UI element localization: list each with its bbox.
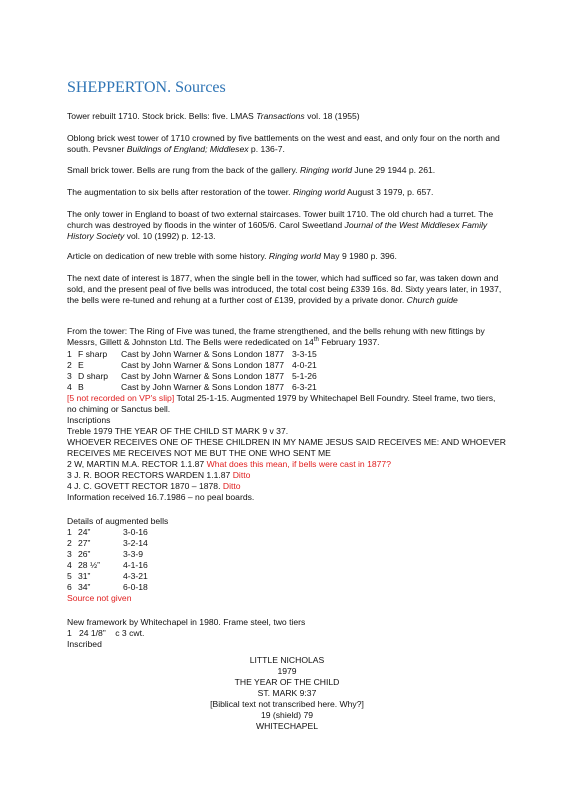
treble-inscription-line: Treble 1979 THE YEAR OF THE CHILD ST MARK 9 v 37. xyxy=(67,426,289,436)
paragraph-text: Article on dedication of new treble with some history. xyxy=(67,251,269,261)
bell-row xyxy=(67,360,317,371)
paragraph-tail: February 1937. xyxy=(318,337,380,347)
augmented-bell-row xyxy=(67,538,148,549)
bell-number: 2 xyxy=(67,538,72,548)
bell-number: 1 xyxy=(67,527,72,537)
editor-note: [Biblical text not transcribed here. Why?] xyxy=(210,699,364,709)
citation-detail: vol. 10 (1992) p. 12-13. xyxy=(124,231,216,241)
bell-weight: 3-3-9 xyxy=(123,549,144,559)
inscription-text: 3 J. R. BOOR RECTORS WARDEN 1.1.87 xyxy=(67,470,233,480)
bell-row xyxy=(67,371,317,382)
bell-size: 28 ½” xyxy=(78,560,100,570)
bell-number: 3 xyxy=(67,549,72,559)
bell-note: F sharp xyxy=(78,349,108,359)
bell-size: 26” xyxy=(78,549,91,559)
inscriptions-heading: Inscriptions xyxy=(67,415,111,425)
citation-title: Journal of the West Middlesex Family History Society xyxy=(67,220,488,241)
framework-line: New framework by Whitechapel in 1980. Frame steel, two tiers xyxy=(67,617,306,627)
editor-note: [5 not recorded on VP's slip] xyxy=(67,393,175,403)
bell-size: 31” xyxy=(78,571,91,581)
citation-title: Ringing world xyxy=(292,187,346,197)
citation-title: Buildings of England; Middlesex xyxy=(126,144,249,154)
bell-maker: Cast by John Warner & Sons London 1877 xyxy=(121,360,285,370)
citation-title: Ringing world xyxy=(299,165,353,175)
source-paragraph xyxy=(67,209,507,242)
ordinal-suffix: th xyxy=(313,337,319,344)
bell-number: 4 xyxy=(67,560,72,570)
editor-note: Ditto xyxy=(222,481,241,491)
paragraph-text: The only tower in England to boast of two external staircases. Tower built 1710. The old church had a turret. The church was destroyed by floods in the winter of 1605/6. Carol Sweetland xyxy=(67,209,494,230)
bell-maker: Cast by John Warner & Sons London 1877 xyxy=(121,382,285,392)
source-note: Source not given xyxy=(67,593,132,603)
bell-weight: 6-3-21 xyxy=(292,382,317,392)
bell-number: 2 xyxy=(67,360,72,370)
bell-weight: 3-0-16 xyxy=(123,527,148,537)
bell-note: B xyxy=(78,382,84,392)
paragraph-text: The next date of interest is 1877, when the single bell in the tower, which had sufficed so far, was taken down and sold, and the present peal of five bells was introduced, the total cost being £339 16s. 8d. Sixty years later, in 1937, the bells were re-tuned and rehung at a further cost of £139, provided by a private donor. xyxy=(67,273,502,305)
source-paragraph xyxy=(67,251,507,262)
bell-number: 3 xyxy=(67,371,72,381)
source-paragraph xyxy=(67,165,507,176)
paragraph-text: Total 25-1-15. Augmented 1979 by Whitechapel Bell Foundry. Steel frame, two tiers, no chiming or Sanctus bell. xyxy=(67,393,496,414)
inscription-line xyxy=(67,459,391,470)
citation-detail: June 29 1944 p. 261. xyxy=(352,165,436,175)
paragraph-text: Small brick tower. Bells are rung from the back of the gallery. xyxy=(67,165,300,175)
bell-maker: Cast by John Warner & Sons London 1877 xyxy=(121,371,285,381)
augmented-bell-row xyxy=(67,527,148,538)
bell-note: D sharp xyxy=(78,371,109,381)
bell-row xyxy=(67,382,317,393)
citation-detail: p. 136-7. xyxy=(248,144,285,154)
page-title: SHEPPERTON. Sources xyxy=(67,79,226,96)
bell-size: 34” xyxy=(78,582,91,592)
paragraph-text: Tower rebuilt 1710. Stock brick. Bells: five. LMAS xyxy=(67,111,257,121)
source-paragraph xyxy=(67,326,507,348)
bell-weight: 4-3-21 xyxy=(123,571,148,581)
bell-weight: 6-0-18 xyxy=(123,582,148,592)
bell-number: 1 xyxy=(67,349,72,359)
paragraph-text: Oblong brick west tower of 1710 crowned by five battlements on the west and east, and only four on the north and south. Pevsner xyxy=(67,133,500,154)
citation-detail: vol. 18 (1955) xyxy=(304,111,360,121)
inscription-center-line: LITTLE NICHOLAS xyxy=(249,655,325,665)
inscription-center-line: 19 (shield) 79 xyxy=(260,710,314,720)
augmented-heading: Details of augmented bells xyxy=(67,516,169,526)
augmented-bell-row xyxy=(67,582,148,593)
citation-title: Transactions xyxy=(256,111,305,121)
citation-detail: August 3 1979, p. 657. xyxy=(345,187,434,197)
inscription-center-line: 1979 xyxy=(277,666,297,676)
bell-weight: 4-1-16 xyxy=(123,560,148,570)
inscription-text: WHOEVER RECEIVES ONE OF THESE CHILDREN IN MY NAME JESUS SAID RECEIVES ME: AND WHOEVER RECEIVES ME RECEIVES NOT ME BUT THE ONE WHO SENT ME xyxy=(67,437,506,458)
source-paragraph xyxy=(67,111,507,122)
citation-title: Ringing world xyxy=(268,251,321,261)
source-paragraph xyxy=(67,133,507,155)
paragraph-text: The augmentation to six bells after restoration of the tower. xyxy=(67,187,293,197)
bell-number: 5 xyxy=(67,571,72,581)
bell-number: 4 xyxy=(67,382,72,392)
inscription-center-line: ST. MARK 9:37 xyxy=(257,688,317,698)
editor-note: What does this mean, if bells were cast in 1877? xyxy=(206,459,391,469)
inscription-line xyxy=(67,481,241,492)
vp-slip-note xyxy=(67,393,507,415)
inscription-line xyxy=(67,470,250,481)
bell-number: 6 xyxy=(67,582,72,592)
citation-title: Church guide xyxy=(406,295,458,305)
paragraph-text: From the tower: The Ring of Five was tuned, the frame strengthened, and the bells rehung with new fittings by Messrs, Gillett & Johnston Ltd. The Bells were rededicated on 14 xyxy=(67,326,485,347)
bell-weight: 5-1-26 xyxy=(292,371,317,381)
bell-row xyxy=(67,349,317,360)
source-paragraph xyxy=(67,273,507,306)
bell-weight: 4-0-21 xyxy=(292,360,317,370)
inscription-text: 4 J. C. GOVETT RECTOR 1870 – 1878. xyxy=(67,481,223,491)
inscription-center-line: WHITECHAPEL xyxy=(255,721,319,731)
inscription-center-line: THE YEAR OF THE CHILD xyxy=(234,677,340,687)
editor-note: Ditto xyxy=(232,470,251,480)
treble-size-line: 1 24 1/8” c 3 cwt. xyxy=(67,628,145,638)
augmented-bell-row xyxy=(67,571,148,582)
bell-size: 27” xyxy=(78,538,91,548)
bell-maker: Cast by John Warner & Sons London 1877 xyxy=(121,349,285,359)
inscription-text: 2 W, MARTIN M.A. RECTOR 1.1.87 xyxy=(67,459,207,469)
augmented-bell-row xyxy=(67,549,143,560)
bell-note: E xyxy=(78,360,84,370)
bell-size: 24” xyxy=(78,527,91,537)
bell-weight: 3-3-15 xyxy=(292,349,317,359)
source-paragraph xyxy=(67,187,507,198)
bell-weight: 3-2-14 xyxy=(123,538,148,548)
info-line: Information received 16.7.1986 – no peal boards. xyxy=(67,492,255,502)
citation-detail: May 9 1980 p. 396. xyxy=(320,251,397,261)
augmented-bell-row xyxy=(67,560,148,571)
inscribed-label: Inscribed xyxy=(67,639,102,649)
